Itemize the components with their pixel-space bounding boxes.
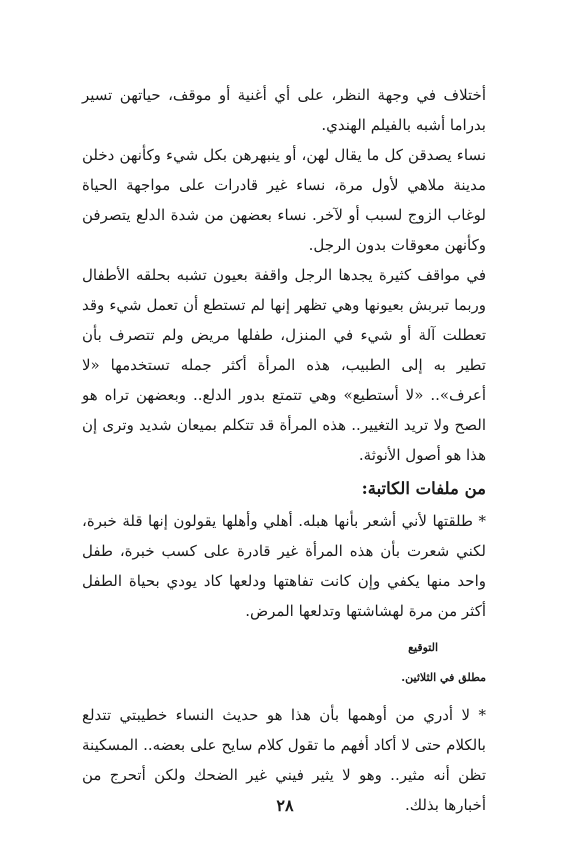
page-body bbox=[82, 80, 486, 820]
body-paragraph: في مواقف كثيرة يجدها الرجل واقفة بعيون تشبه بحلقه الأطفال وربما تبربش بعيونها وهي تظهر إنها لم تستطع أن تعمل شيء وقد تعطلت آلة أو شيء في المنزل، طفلها مريض ولم تتصرف بأن تطير به إلى الطبيب، هذه المرأة أكثر جمله تستخدمها «لا أعرف».. «لا أستطيع» وهي تتمتع بدور الدلع.. وبعضهن تراه هو الصح ولا تريد التغيير.. هذه المرأة قد تتكلم بميعان شديد وترى إن هذا هو أصول الأنوثة. bbox=[82, 266, 486, 464]
signature-label: التوقيع bbox=[408, 641, 438, 654]
section-heading: من ملفات الكاتبة: bbox=[361, 479, 486, 498]
letter-paragraph: * طلقتها لأني أشعر بأنها هبله. أهلي وأهلها يقولون إنها قلة خبرة، لكني شعرت بأن هذه المرأة غير قادرة على كسب خبرة، طفل واحد منها يكفي وإن كانت تفاهتها ودلعها كاد يودي بحياة الطفل أكثر من مرة لهشاشتها وتدلعها المرض. bbox=[82, 512, 486, 620]
signature-name: مطلق في الثلاثين. bbox=[401, 671, 486, 684]
body-paragraph: أختلاف في وجهة النظر، على أي أغنية أو موقف، حياتهن تسير بدراما أشبه بالفيلم الهندي. bbox=[82, 86, 486, 134]
body-paragraph: نساء يصدقن كل ما يقال لهن، أو ينبهرهن بكل شيء وكأنهن دخلن مدينة ملاهي لأول مرة، نساء غير قادرات على مواجهة الحياة لوغاب الزوج لسبب أو لآخر. نساء بعضهن من شدة الدلع يتصرفن وكأنهن معوقات بدون الرجل. bbox=[82, 146, 486, 254]
letter-paragraph-last: * لا أدري من أوهمها بأن هذا هو حديث النساء خطيبتي تتدلع بالكلام حتى لا أكاد أفهم ما تقول كلام سايح على بعضه.. المسكينة تظن أنه مثير.. وهو لا يثير فيني غير الضحك ولكن أتحرج من أخبارها بذلك. bbox=[82, 706, 486, 814]
page-number: ٢٨ bbox=[276, 796, 294, 815]
